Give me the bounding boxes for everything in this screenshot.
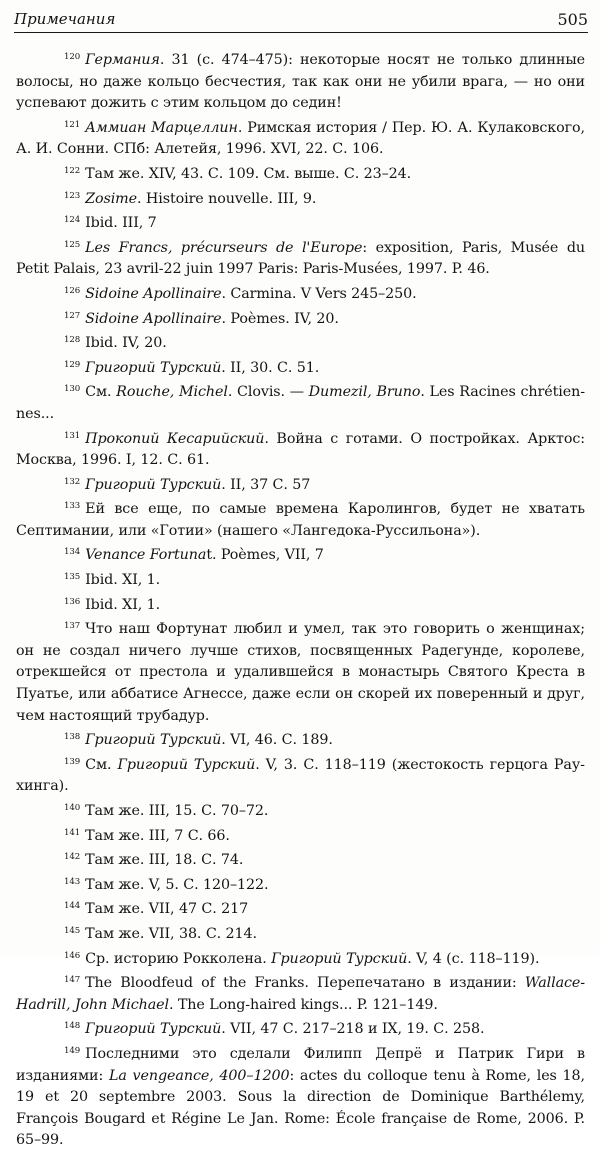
note-text: Ibid. IV, 20. — [85, 335, 167, 352]
note-italic-text: Sidoine Apollinaire — [85, 285, 222, 302]
note-text: Там же. XIV, 43. С. 109. См. выше. С. 23–24. — [85, 165, 412, 182]
endnote-120 — [16, 47, 585, 115]
page-number: 505 — [557, 10, 588, 29]
note-number: 148 — [64, 1021, 81, 1032]
note-number: 133 — [64, 501, 81, 512]
note-text: . II, 30. С. 51. — [221, 359, 320, 376]
endnote-122 — [16, 161, 585, 186]
note-text: . Римская история / Пер. Ю. А. Кулаковского, А. И. Сонни. СПб: Алетейя, 1996. XVI, 22. С. 106. — [16, 119, 585, 158]
endnote-128 — [16, 330, 585, 355]
note-text: . VII, 47 С. 217–218 и IX, 19. С. 258. — [221, 1021, 485, 1038]
note-text: Ibid. III, 7 — [85, 215, 157, 232]
endnote-148 — [16, 1016, 585, 1041]
note-number: 140 — [64, 803, 81, 813]
endnote-147 — [16, 970, 585, 1016]
note-number: 149 — [64, 1045, 81, 1056]
note-number: 145 — [64, 925, 81, 936]
note-number: 123 — [64, 190, 81, 201]
note-italic-text: Wallace-Hadrill, John Michael — [16, 975, 585, 1013]
endnote-143 — [16, 872, 585, 897]
note-text: См. — [85, 756, 118, 773]
endnote-130 — [16, 379, 585, 425]
note-number: 139 — [64, 756, 81, 767]
note-text: Ср. историю Рокколена. — [85, 950, 272, 967]
note-number: 120 — [64, 52, 81, 62]
note-italic-text: Les Francs, précurseurs de l'Europe — [85, 239, 363, 256]
note-text: Там же. V, 5. С. 120–122. — [85, 876, 269, 893]
endnote-133 — [16, 496, 585, 542]
note-italic-text: Григорий Турский — [85, 359, 222, 376]
note-text: Там же. III, 15. С. 70–72. — [85, 803, 269, 819]
note-text: . The Long-haired kings... P. 121–149. — [168, 996, 438, 1013]
note-italic-text: La vengeance, 400–1200 — [108, 1067, 290, 1084]
note-italic-text: Григорий Турский — [85, 476, 222, 493]
note-number: 122 — [64, 165, 81, 176]
note-number: 138 — [64, 732, 81, 743]
endnote-140 — [16, 798, 585, 823]
note-text: . Carmina. V Vers 245–250. — [221, 285, 417, 302]
endnote-131 — [16, 426, 585, 472]
note-italic-text: Германия — [85, 52, 160, 68]
endnote-146 — [16, 946, 585, 971]
note-italic-text: Прокопий Кесарийский — [85, 430, 265, 447]
running-head: Примечания — [14, 10, 116, 28]
note-italic-text: Dumezil, Bruno — [308, 384, 421, 401]
endnote-145 — [16, 921, 585, 946]
endnote-123 — [16, 186, 585, 211]
note-number: 135 — [64, 572, 81, 583]
endnote-134 — [16, 542, 585, 567]
note-italic-text: Sidoine Apollinaire — [85, 310, 222, 327]
note-text: . II, 37 С. 57 — [221, 476, 311, 493]
note-text: . Clovis. — — [227, 384, 309, 401]
note-number: 134 — [64, 547, 81, 558]
note-number: 127 — [64, 310, 81, 321]
note-number: 121 — [64, 119, 81, 130]
note-text: t. Poèmes, VII, 7 — [206, 547, 324, 564]
note-text: . V, 4 (с. 118–119). — [407, 950, 540, 967]
note-text: Там же. III, 18. С. 74. — [85, 852, 244, 869]
note-text: Последними это сделали Филипп Депрё и Патрик Гири в изданиями: — [16, 1045, 585, 1084]
note-text: Там же. VII, 38. С. 214. — [85, 925, 257, 942]
endnote-125 — [16, 235, 585, 281]
note-number: 126 — [64, 285, 81, 296]
note-number: 144 — [64, 901, 81, 912]
note-number: 131 — [64, 430, 81, 441]
endnote-149 — [16, 1041, 585, 1152]
endnote-132 — [16, 472, 585, 497]
note-number: 137 — [64, 621, 81, 632]
note-italic-text: Zosime — [85, 190, 137, 207]
note-text: : exposition, Paris, Musée du Petit Palais, 23 avril-22 juin 1997 Paris: Paris-Musées, 1997. P. 46. — [16, 239, 585, 278]
note-text: : actes du colloque tenu à Rome, les 18, 19 et 20 septembre 2003. Sous la direction de Dominique Barthélemy, François Bougard et Régine Le Jan. Rome: École française de Rome, 2006. P. 65–99. — [16, 1067, 585, 1149]
note-italic-text: Григорий Турский — [271, 950, 408, 967]
note-text: . 31 (с. 474–475): некоторые носят не только длинные волосы, но даже кольцо бесчестия, так как они не убили врага, — но они успевают дожить с этим кольцом до седин! — [16, 52, 585, 112]
note-text: The Bloodfeud of the Franks. Перепечатано в издании: — [85, 975, 525, 992]
endnote-144 — [16, 896, 585, 921]
endnote-126 — [16, 281, 585, 306]
note-text: . Histoire nouvelle. III, 9. — [136, 190, 317, 207]
endnote-142 — [16, 847, 585, 872]
page-header — [14, 6, 588, 33]
note-number: 130 — [64, 384, 81, 395]
note-italic-text: Rouche, Michel — [116, 384, 228, 401]
note-text: Ibid. XI, 1. — [85, 596, 161, 613]
note-number: 124 — [64, 215, 81, 226]
endnotes-list — [16, 47, 585, 1152]
endnote-129 — [16, 355, 585, 380]
endnote-121 — [16, 115, 585, 161]
note-text: Там же. VII, 47 С. 217 — [85, 901, 249, 918]
note-text: Ibid. XI, 1. — [85, 572, 161, 589]
note-text: Ей все еще, по самые времена Каролингов, будет не хватать Септимании, или «Готии» (нашего «Лангедока-Руссильона»). — [16, 501, 585, 539]
endnote-137 — [16, 616, 585, 727]
note-number: 125 — [64, 239, 81, 250]
note-text: Что наш Фортунат любил и умел, так это говорить о женщинах; он не создал ничего лучше стихов, посвященных Радегунде, королеве, отрекшейся от престола и удалившейся в монастырь Святого Креста в Пуатье, или аббатисе Агнессе, даже если он скорей их поверенный и друг, чем настоящий трубадур. — [16, 621, 585, 724]
note-number: 142 — [64, 852, 81, 863]
endnote-136 — [16, 592, 585, 617]
note-text: Там же. III, 7 С. 66. — [85, 827, 230, 844]
note-italic-text: Venance Fortuna — [85, 547, 207, 564]
note-italic-text: Григорий Турский — [85, 1021, 222, 1038]
note-number: 129 — [64, 359, 81, 370]
note-number: 141 — [64, 827, 81, 838]
endnote-135 — [16, 567, 585, 592]
note-text: . V, 3. С. 118–119 (жестокость герцога Раухинга). — [16, 756, 586, 795]
note-italic-text: Григорий Турский — [117, 756, 256, 773]
note-number: 136 — [64, 596, 81, 607]
note-italic-text: Григорий Турский — [85, 732, 222, 749]
endnote-138 — [16, 727, 585, 752]
endnote-127 — [16, 306, 585, 331]
endnote-139 — [16, 752, 585, 798]
note-number: 147 — [64, 975, 81, 986]
note-text: См. — [85, 384, 117, 401]
note-number: 128 — [64, 335, 81, 346]
note-text: . Les Racines chrétiennes... — [16, 384, 586, 422]
note-italic-text: Аммиан Марцеллин — [85, 119, 238, 136]
note-number: 143 — [64, 876, 81, 887]
endnote-124 — [16, 210, 585, 235]
endnote-141 — [16, 823, 585, 848]
note-text: . VI, 46. С. 189. — [221, 732, 333, 749]
note-number: 132 — [64, 476, 81, 487]
note-text: . Война с готами. О постройках. Арктос: Москва, 1996. I, 12. С. 61. — [16, 430, 585, 469]
note-text: . Poèmes. IV, 20. — [221, 310, 339, 327]
note-number: 146 — [64, 950, 81, 961]
